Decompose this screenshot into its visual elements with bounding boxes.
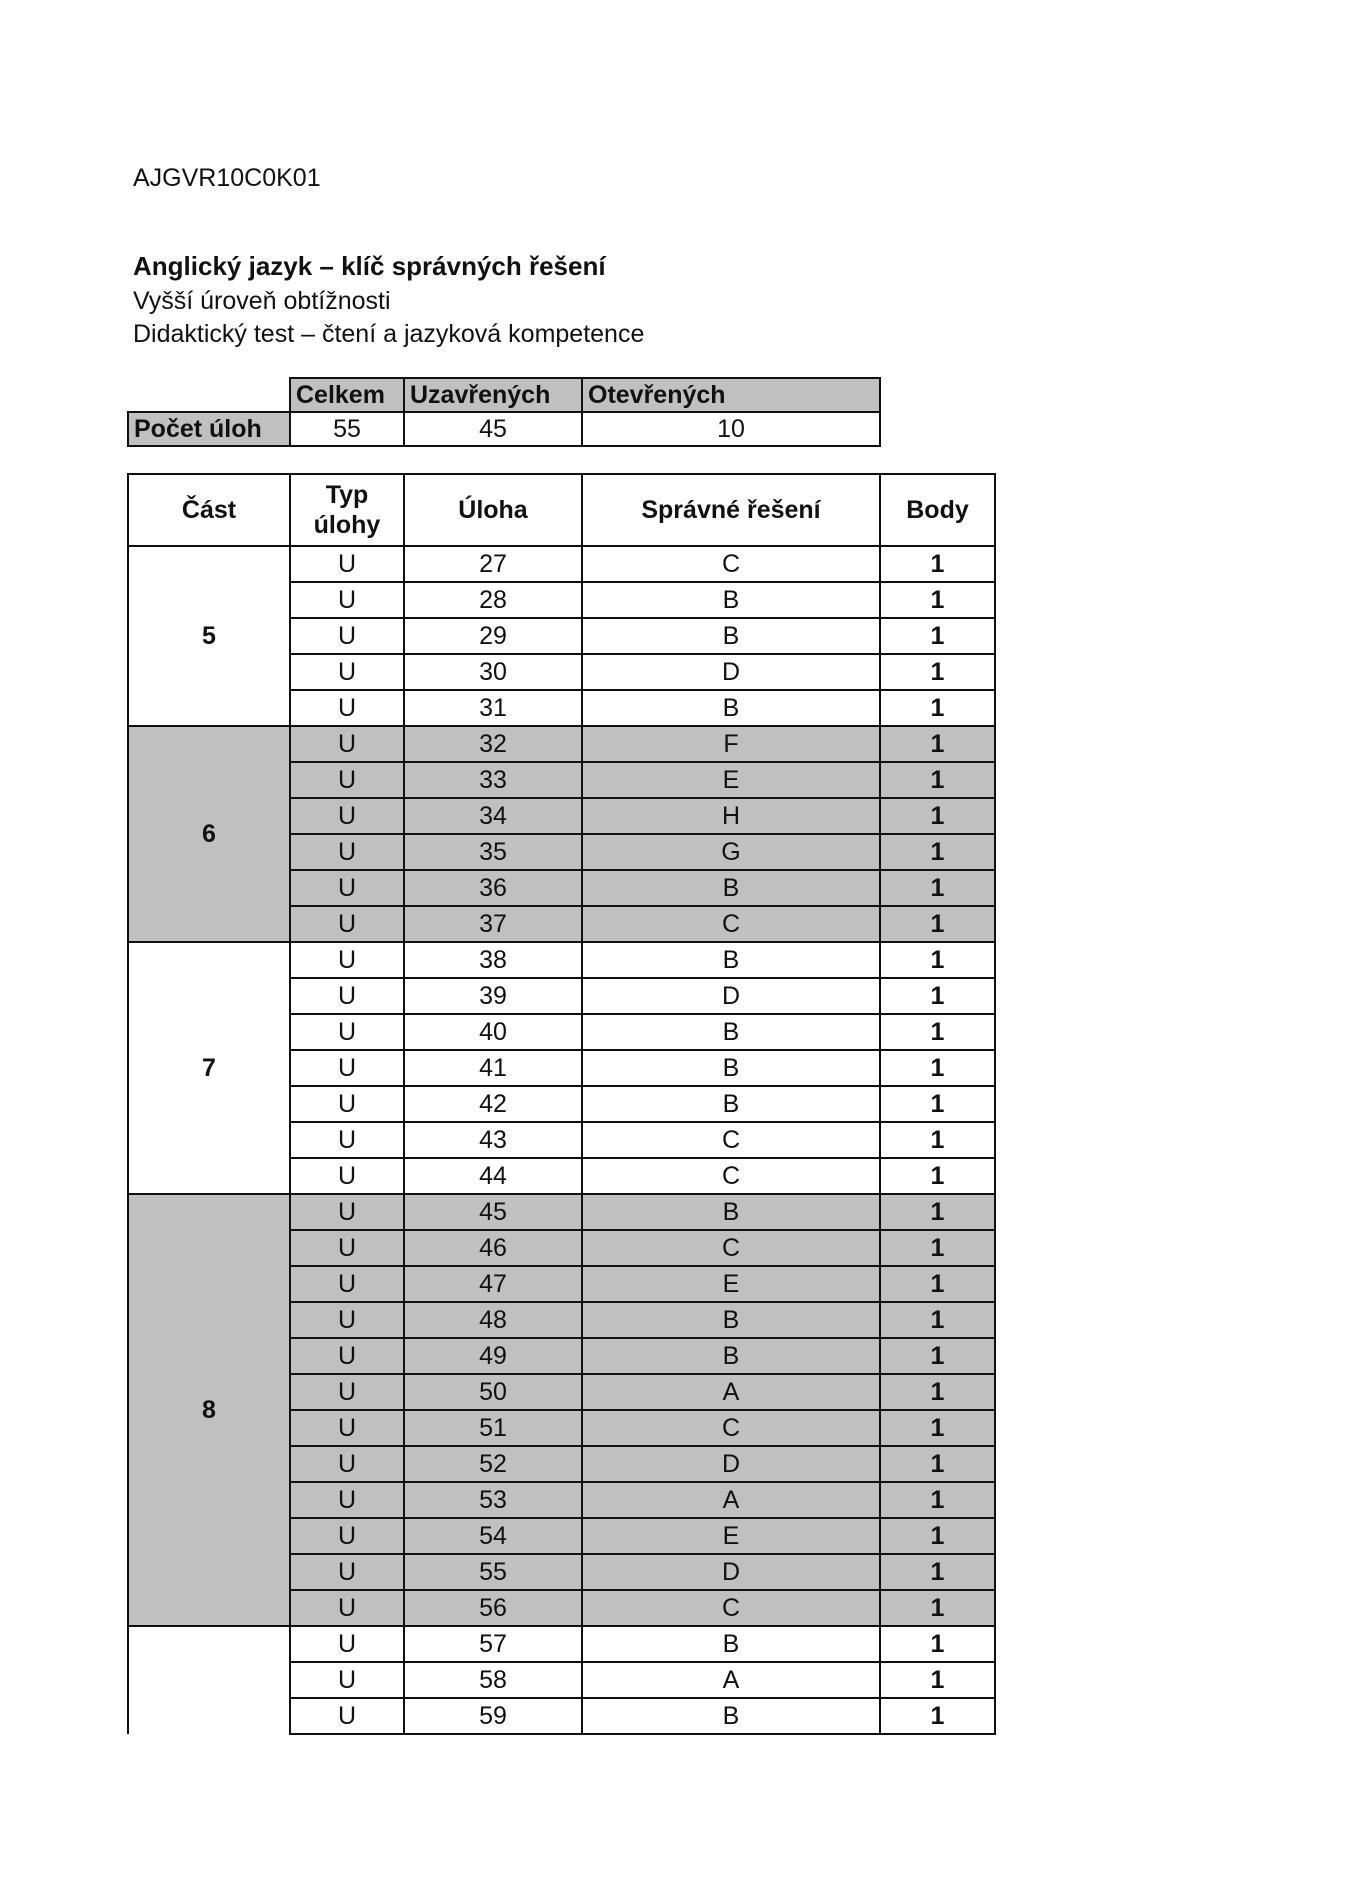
solution-cell: B	[582, 1626, 880, 1662]
points-cell: 1	[880, 1230, 995, 1266]
solution-cell: C	[582, 1158, 880, 1194]
task-number-cell: 34	[404, 798, 582, 834]
task-number-cell: 30	[404, 654, 582, 690]
answer-key-table	[127, 473, 996, 1735]
task-type-cell: U	[290, 1338, 404, 1374]
difficulty-level: Vyšší úroveň obtížnosti	[133, 287, 391, 315]
points-cell: 1	[880, 1086, 995, 1122]
points-cell: 1	[880, 1590, 995, 1626]
task-number-cell: 57	[404, 1626, 582, 1662]
header-part: Část	[128, 474, 290, 546]
points-cell: 1	[880, 1662, 995, 1698]
solution-cell: C	[582, 1122, 880, 1158]
task-number-cell: 35	[404, 834, 582, 870]
task-number-cell: 45	[404, 1194, 582, 1230]
task-type-cell: U	[290, 1626, 404, 1662]
points-cell: 1	[880, 726, 995, 762]
points-cell: 1	[880, 1698, 995, 1734]
task-number-cell: 52	[404, 1446, 582, 1482]
task-type-cell: U	[290, 1302, 404, 1338]
task-number-cell: 51	[404, 1410, 582, 1446]
points-cell: 1	[880, 1050, 995, 1086]
solution-cell: C	[582, 906, 880, 942]
task-type-cell: U	[290, 1410, 404, 1446]
task-type-cell: U	[290, 1518, 404, 1554]
task-number-cell: 36	[404, 870, 582, 906]
task-type-cell: U	[290, 1266, 404, 1302]
solution-cell: B	[582, 870, 880, 906]
points-cell: 1	[880, 978, 995, 1014]
task-type-cell: U	[290, 1122, 404, 1158]
task-number-cell: 33	[404, 762, 582, 798]
points-cell: 1	[880, 1626, 995, 1662]
task-number-cell: 58	[404, 1662, 582, 1698]
task-number-cell: 54	[404, 1518, 582, 1554]
solution-cell: D	[582, 1446, 880, 1482]
solution-cell: B	[582, 690, 880, 726]
solution-cell: C	[582, 1590, 880, 1626]
task-type-cell: U	[290, 942, 404, 978]
points-cell: 1	[880, 1266, 995, 1302]
task-type-cell: U	[290, 1194, 404, 1230]
task-type-cell: U	[290, 546, 404, 582]
points-cell: 1	[880, 942, 995, 978]
points-cell: 1	[880, 1158, 995, 1194]
points-cell: 1	[880, 1338, 995, 1374]
task-type-cell: U	[290, 798, 404, 834]
task-type-cell: U	[290, 1014, 404, 1050]
solution-cell: D	[582, 654, 880, 690]
task-type-cell: U	[290, 1158, 404, 1194]
points-cell: 1	[880, 1482, 995, 1518]
table-row	[128, 1194, 995, 1230]
task-type-cell: U	[290, 1554, 404, 1590]
points-cell: 1	[880, 582, 995, 618]
summary-header-closed: Uzavřených	[404, 378, 582, 412]
solution-cell: D	[582, 978, 880, 1014]
solution-cell: B	[582, 942, 880, 978]
task-type-cell: U	[290, 834, 404, 870]
table-row	[128, 942, 995, 978]
points-cell: 1	[880, 1302, 995, 1338]
task-number-cell: 27	[404, 546, 582, 582]
solution-cell: A	[582, 1482, 880, 1518]
summary-closed-value: 45	[404, 412, 582, 446]
points-cell: 1	[880, 1194, 995, 1230]
points-cell: 1	[880, 1374, 995, 1410]
document-code: AJGVR10C0K01	[133, 164, 321, 192]
points-cell: 1	[880, 834, 995, 870]
task-number-cell: 48	[404, 1302, 582, 1338]
task-number-cell: 40	[404, 1014, 582, 1050]
header-task: Úloha	[404, 474, 582, 546]
summary-header-open: Otevřených	[582, 378, 880, 412]
part-number-cell: 6	[128, 726, 290, 942]
table-row	[128, 1626, 995, 1662]
summary-value-row	[128, 412, 880, 446]
summary-corner	[128, 378, 290, 412]
points-cell: 1	[880, 798, 995, 834]
task-type-cell: U	[290, 870, 404, 906]
points-cell: 1	[880, 1554, 995, 1590]
table-row	[128, 726, 995, 762]
task-type-cell: U	[290, 1050, 404, 1086]
points-cell: 1	[880, 906, 995, 942]
solution-cell: H	[582, 798, 880, 834]
summary-total-value: 55	[290, 412, 404, 446]
task-type-cell: U	[290, 1446, 404, 1482]
task-count-summary-table	[127, 377, 881, 447]
task-type-cell: U	[290, 762, 404, 798]
header-points: Body	[880, 474, 995, 546]
task-number-cell: 53	[404, 1482, 582, 1518]
part-number-cell: 5	[128, 546, 290, 726]
task-number-cell: 49	[404, 1338, 582, 1374]
solution-cell: C	[582, 1410, 880, 1446]
task-number-cell: 38	[404, 942, 582, 978]
part-number-cell	[128, 1626, 290, 1734]
solution-cell: B	[582, 1302, 880, 1338]
summary-header-total: Celkem	[290, 378, 404, 412]
points-cell: 1	[880, 1122, 995, 1158]
task-number-cell: 44	[404, 1158, 582, 1194]
header-solution: Správné řešení	[582, 474, 880, 546]
header-task-type: Typ úlohy	[290, 474, 404, 546]
solution-cell: E	[582, 1518, 880, 1554]
task-type-cell: U	[290, 906, 404, 942]
points-cell: 1	[880, 870, 995, 906]
solution-cell: B	[582, 1338, 880, 1374]
task-number-cell: 37	[404, 906, 582, 942]
task-type-cell: U	[290, 1662, 404, 1698]
points-cell: 1	[880, 654, 995, 690]
task-number-cell: 43	[404, 1122, 582, 1158]
task-type-cell: U	[290, 690, 404, 726]
task-type-cell: U	[290, 618, 404, 654]
points-cell: 1	[880, 690, 995, 726]
task-number-cell: 41	[404, 1050, 582, 1086]
task-number-cell: 31	[404, 690, 582, 726]
solution-cell: B	[582, 1086, 880, 1122]
solution-cell: B	[582, 1014, 880, 1050]
summary-open-value: 10	[582, 412, 880, 446]
points-cell: 1	[880, 762, 995, 798]
task-number-cell: 39	[404, 978, 582, 1014]
solution-cell: B	[582, 618, 880, 654]
solution-cell: B	[582, 1698, 880, 1734]
task-number-cell: 47	[404, 1266, 582, 1302]
task-number-cell: 56	[404, 1590, 582, 1626]
solution-cell: E	[582, 1266, 880, 1302]
solution-cell: C	[582, 1230, 880, 1266]
task-number-cell: 29	[404, 618, 582, 654]
solution-cell: G	[582, 834, 880, 870]
task-type-cell: U	[290, 1590, 404, 1626]
task-number-cell: 28	[404, 582, 582, 618]
solution-cell: E	[582, 762, 880, 798]
points-cell: 1	[880, 618, 995, 654]
answer-key-header-row	[128, 474, 995, 546]
points-cell: 1	[880, 1518, 995, 1554]
answer-key-body	[128, 546, 995, 1734]
test-description: Didaktický test – čtení a jazyková kompetence	[133, 320, 645, 348]
solution-cell: B	[582, 582, 880, 618]
task-number-cell: 46	[404, 1230, 582, 1266]
solution-cell: D	[582, 1554, 880, 1590]
solution-cell: C	[582, 546, 880, 582]
summary-row-label: Počet úloh	[128, 412, 290, 446]
solution-cell: A	[582, 1662, 880, 1698]
solution-cell: B	[582, 1194, 880, 1230]
document-title: Anglický jazyk – klíč správných řešení	[133, 251, 606, 281]
task-type-cell: U	[290, 654, 404, 690]
task-type-cell: U	[290, 582, 404, 618]
solution-cell: B	[582, 1050, 880, 1086]
task-type-cell: U	[290, 1230, 404, 1266]
task-type-cell: U	[290, 1374, 404, 1410]
task-number-cell: 42	[404, 1086, 582, 1122]
solution-cell: F	[582, 726, 880, 762]
task-type-cell: U	[290, 1482, 404, 1518]
solution-cell: A	[582, 1374, 880, 1410]
task-type-cell: U	[290, 978, 404, 1014]
task-type-cell: U	[290, 1698, 404, 1734]
points-cell: 1	[880, 1014, 995, 1050]
task-number-cell: 32	[404, 726, 582, 762]
table-row	[128, 546, 995, 582]
points-cell: 1	[880, 546, 995, 582]
points-cell: 1	[880, 1446, 995, 1482]
task-number-cell: 59	[404, 1698, 582, 1734]
task-number-cell: 50	[404, 1374, 582, 1410]
task-type-cell: U	[290, 1086, 404, 1122]
task-type-cell: U	[290, 726, 404, 762]
part-number-cell: 7	[128, 942, 290, 1194]
part-number-cell: 8	[128, 1194, 290, 1626]
summary-header-row	[128, 378, 880, 412]
task-number-cell: 55	[404, 1554, 582, 1590]
points-cell: 1	[880, 1410, 995, 1446]
